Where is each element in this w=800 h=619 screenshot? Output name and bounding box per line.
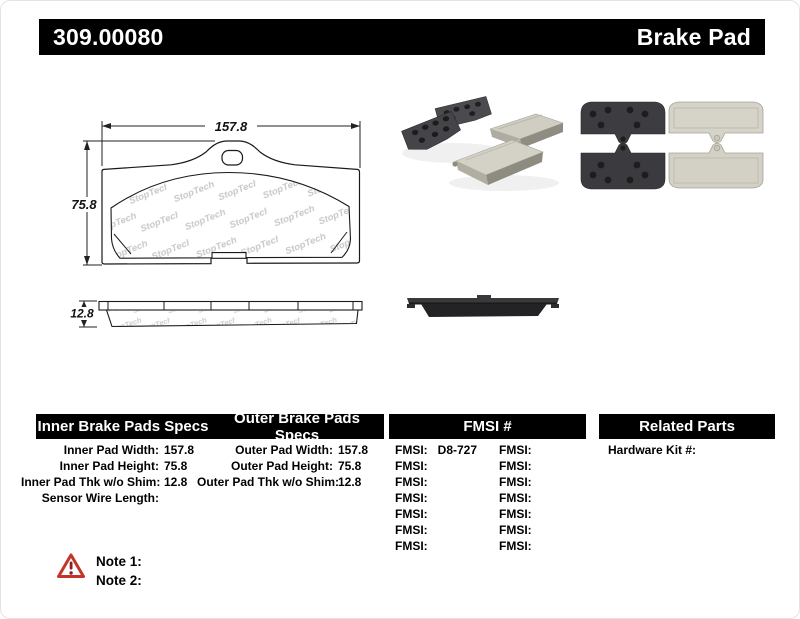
front-height-label: 75.8 — [71, 197, 97, 212]
end-nub — [407, 304, 415, 308]
fmsi-label: FMSI: — [395, 539, 428, 553]
related-parts-header — [599, 414, 775, 439]
spec-value: 157.8 — [164, 443, 195, 457]
pad-photo-profile — [397, 289, 569, 327]
fmsi-label: FMSI: — [395, 507, 428, 521]
spec-value: 75.8 — [338, 459, 362, 473]
friction-pad-photo — [490, 114, 563, 148]
fmsi-row — [395, 458, 477, 474]
note-line: Note 2: — [96, 572, 142, 588]
notes-block — [96, 553, 142, 590]
spec-row — [21, 490, 194, 506]
arrowhead-down — [81, 320, 87, 327]
spec-row — [197, 458, 368, 474]
spec-row — [21, 458, 194, 474]
spec-value: 12.8 — [164, 475, 188, 489]
spec-value: 157.8 — [338, 443, 369, 457]
fmsi-header-label: FMSI # — [463, 418, 512, 435]
spec-label: Inner Pad Height: — [59, 459, 159, 473]
pad-ear-hole — [452, 161, 457, 166]
front-width-label: 157.8 — [214, 119, 248, 134]
side-backing-strip — [99, 302, 362, 311]
fmsi-label: FMSI: — [395, 523, 428, 537]
fmsi-row — [499, 538, 542, 554]
spec-row — [21, 442, 194, 458]
friction-pad-photo — [669, 102, 763, 143]
fmsi-row — [395, 490, 477, 506]
spec-value: 12.8 — [338, 475, 362, 489]
related-part-label: Hardware Kit #: — [608, 443, 697, 457]
fmsi-label: FMSI: — [499, 475, 532, 489]
side-thickness-label: 12.8 — [70, 306, 94, 321]
related-part-row — [608, 442, 706, 458]
fmsi-label: FMSI: — [395, 475, 428, 489]
arrowhead-right — [351, 123, 360, 129]
fmsi-label: FMSI: — [499, 539, 532, 553]
tab-hole — [222, 151, 243, 166]
outer-specs-header: Outer Brake Pads Specs — [234, 409, 360, 444]
spec-value: 75.8 — [164, 459, 188, 473]
spec-row — [197, 474, 368, 490]
fmsi-row — [395, 506, 477, 522]
note-line: Note 1: — [96, 554, 142, 569]
fmsi-header — [389, 414, 586, 439]
spec-row — [21, 474, 194, 490]
friction-surface-outline — [111, 173, 351, 259]
fmsi-row — [395, 538, 477, 554]
fmsi-column-left — [395, 442, 477, 554]
arrowhead-down — [84, 256, 90, 265]
backing-plate-photo — [581, 102, 665, 144]
fmsi-value: D8-727 — [437, 443, 478, 457]
fmsi-row — [395, 474, 477, 490]
pads-photo-flat — [573, 87, 769, 195]
friction-pad-photo — [669, 143, 763, 188]
profile-body — [421, 304, 547, 317]
end-nub — [551, 304, 559, 308]
spec-row — [197, 442, 368, 458]
pads-photo-angled — [394, 91, 569, 193]
arrowhead-left — [102, 123, 111, 129]
inner-specs-header: Inner Brake Pads Specs — [37, 418, 209, 435]
spec-label: Outer Pad Height: — [230, 459, 333, 473]
fmsi-label: FMSI: — [499, 443, 532, 457]
fmsi-column-right — [499, 442, 542, 554]
related-parts-column — [608, 442, 706, 458]
related-parts-header-label: Related Parts — [639, 418, 735, 435]
fmsi-row — [499, 474, 542, 490]
fmsi-label: FMSI: — [395, 491, 428, 505]
product-name: Brake Pad — [636, 23, 751, 50]
fmsi-label: FMSI: — [499, 459, 532, 473]
fmsi-row — [499, 506, 542, 522]
fmsi-label: FMSI: — [395, 443, 428, 457]
warning-triangle-icon — [56, 552, 86, 580]
fmsi-label: FMSI: — [499, 523, 532, 537]
part-number: 309.00080 — [53, 23, 164, 50]
pad-front-drawing — [61, 101, 381, 286]
fmsi-row — [395, 522, 477, 538]
outer-specs-column — [197, 442, 368, 490]
fmsi-row — [499, 442, 542, 458]
fmsi-label: FMSI: — [499, 491, 532, 505]
pads-specs-header-bar — [36, 409, 384, 444]
fmsi-row — [499, 522, 542, 538]
side-friction-body — [107, 310, 359, 327]
title-bar — [39, 19, 765, 55]
backing-plate-photo — [581, 143, 665, 189]
spec-label: Inner Pad Width: — [63, 443, 159, 457]
fmsi-row — [499, 458, 542, 474]
arrowhead-up — [84, 141, 90, 150]
fmsi-row — [395, 442, 477, 458]
spec-label: Outer Pad Width: — [235, 443, 333, 457]
inner-specs-column — [21, 442, 194, 506]
spec-label: Sensor Wire Length: — [41, 491, 159, 505]
fmsi-row — [499, 490, 542, 506]
fmsi-label: FMSI: — [395, 459, 428, 473]
pad-side-drawing — [61, 285, 381, 337]
spec-label: Inner Pad Thk w/o Shim: — [21, 475, 161, 489]
spec-label: Outer Pad Thk w/o Shim: — [197, 475, 340, 489]
fmsi-label: FMSI: — [499, 507, 532, 521]
